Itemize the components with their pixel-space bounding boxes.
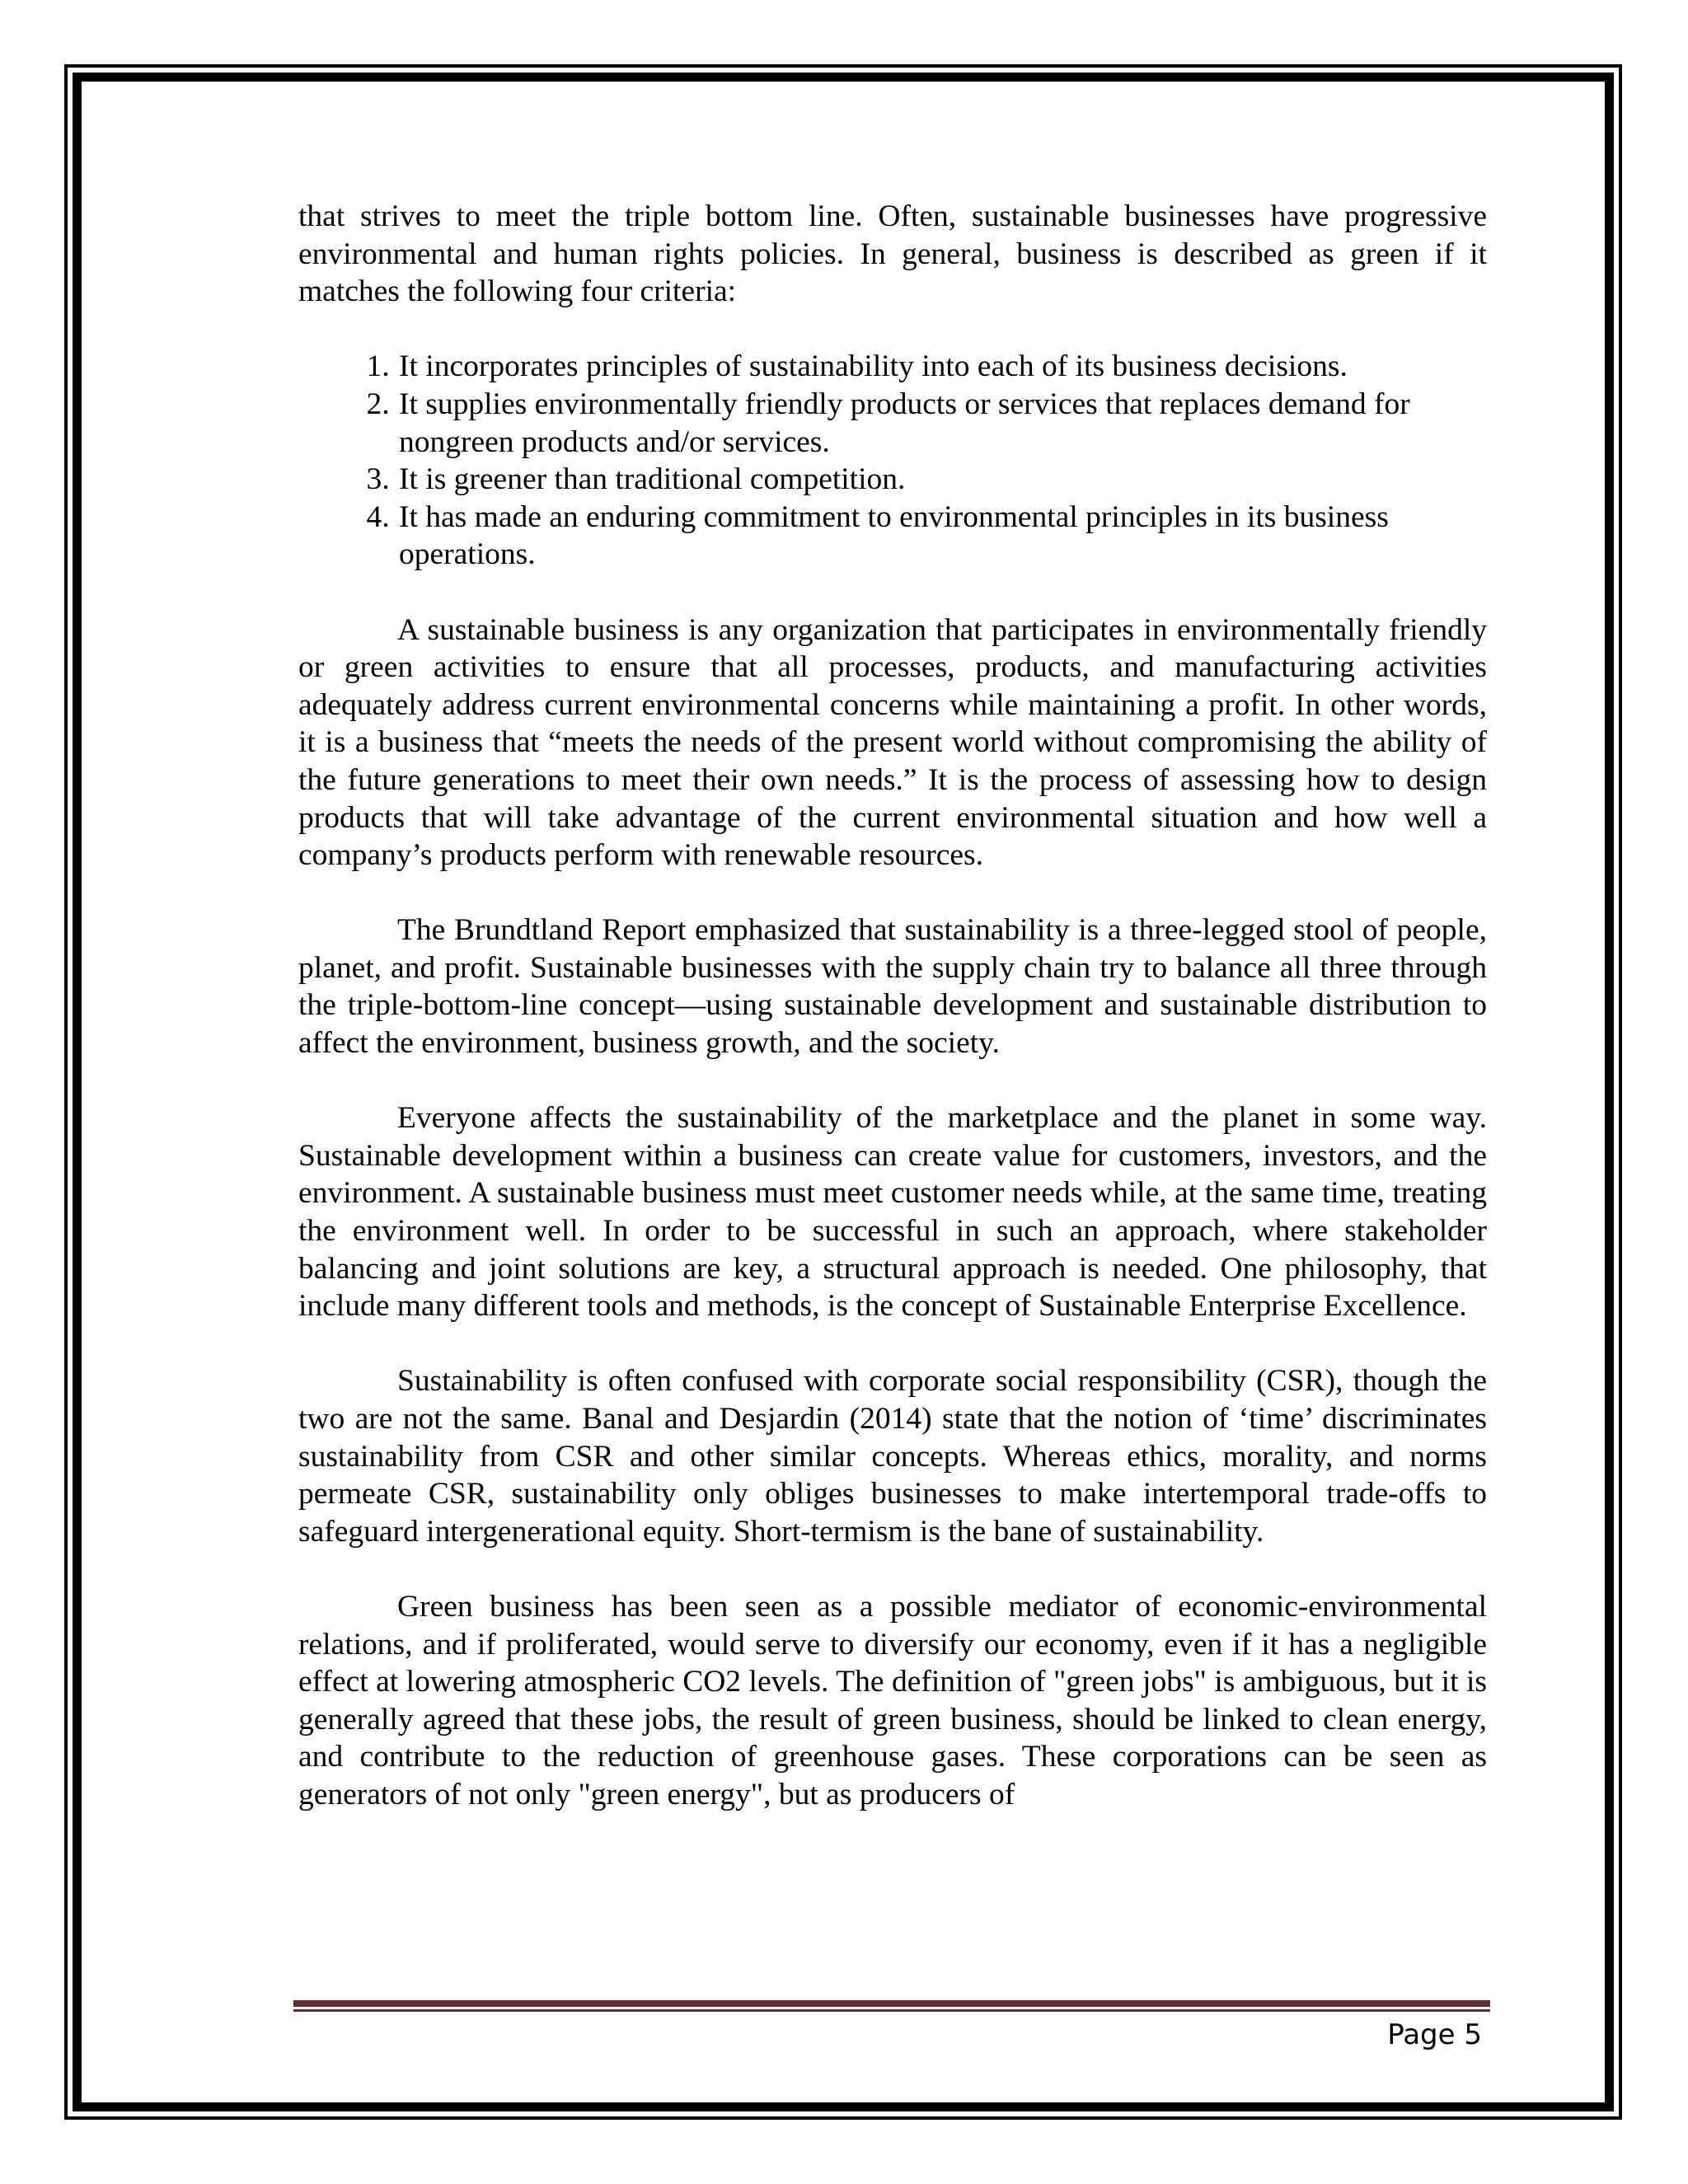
paragraph-everyone-affects: Everyone affects the sustainability of the marketplace and the planet in some way. Sustainable development within a business can create value for customers, investors, and the environment. A sustainable business must meet customer needs while, at the same time, treating the environment well. In order to be successful in such an approach, where stakeholder balancing and joint solutions are key, a structural approach is needed. One philosophy, that include many different tools and methods, is the concept of Sustainable Enterprise Excellence.	[298, 1101, 1487, 1324]
criteria-list	[298, 348, 1487, 574]
paragraph-brundtland-report: The Brundtland Report emphasized that sustainability is a three-legged stool of people, planet, and profit. Sustainable businesses with the supply chain try to balance all three through the triple-bottom-line concept—using sustainable development and sustainable distribution to affect the environment, business growth, and the society.	[298, 913, 1487, 1061]
page-number: Page 5	[1387, 2018, 1482, 2051]
paragraph-green-business: Green business has been seen as a possible mediator of economic-environmental relations, and if proliferated, would serve to diversify our economy, even if it has a negligible effect at lowering atmospheric CO2 levels. The definition of "green jobs" is ambiguous, but it is generally agreed that these jobs, the result of green business, should be linked to clean energy, and contribute to the reduction of greenhouse gases. These corporations can be seen as generators of not only "green energy", but as producers of	[298, 1589, 1487, 1811]
footer-divider-thick	[293, 2000, 1490, 2007]
list-item: 4. It has made an enduring commitment to environmental principles in its business operations.	[397, 499, 1487, 574]
paragraph-csr-confusion: Sustainability is often confused with corporate social responsibility (CSR), though the two are not the same. Banal and Desjardin (2014) state that the notion of ‘time’ discriminates sustainability from CSR and other similar concepts. Whereas ethics, morality, and norms permeate CSR, sustainability only obliges businesses to make intertemporal trade-offs to safeguard intergenerational equity. Short-termism is the bane of sustainability.	[298, 1364, 1487, 1549]
document-body	[298, 198, 1487, 1814]
intro-paragraph: that strives to meet the triple bottom line. Often, sustainable businesses have progressive environmental and human rights policies. In general, business is described as green if it matches the following four criteria:	[298, 199, 1487, 309]
list-item: 1. It incorporates principles of sustainability into each of its business decisions.	[397, 348, 1487, 386]
list-item: 3. It is greener than traditional competition.	[397, 461, 1487, 499]
list-item: 2. It supplies environmentally friendly products or services that replaces demand for nongreen products and/or services.	[397, 386, 1487, 461]
footer-divider-thin	[293, 2009, 1490, 2012]
paragraph-sustainable-business: A sustainable business is any organization that participates in environmentally friendly or green activities to ensure that all processes, products, and manufacturing activities adequately address current environmental concerns while maintaining a profit. In other words, it is a business that “meets the needs of the present world without compromising the ability of the future generations to meet their own needs.” It is the process of assessing how to design products that will take advantage of the current environmental situation and how well a company’s products perform with renewable resources.	[298, 612, 1487, 873]
